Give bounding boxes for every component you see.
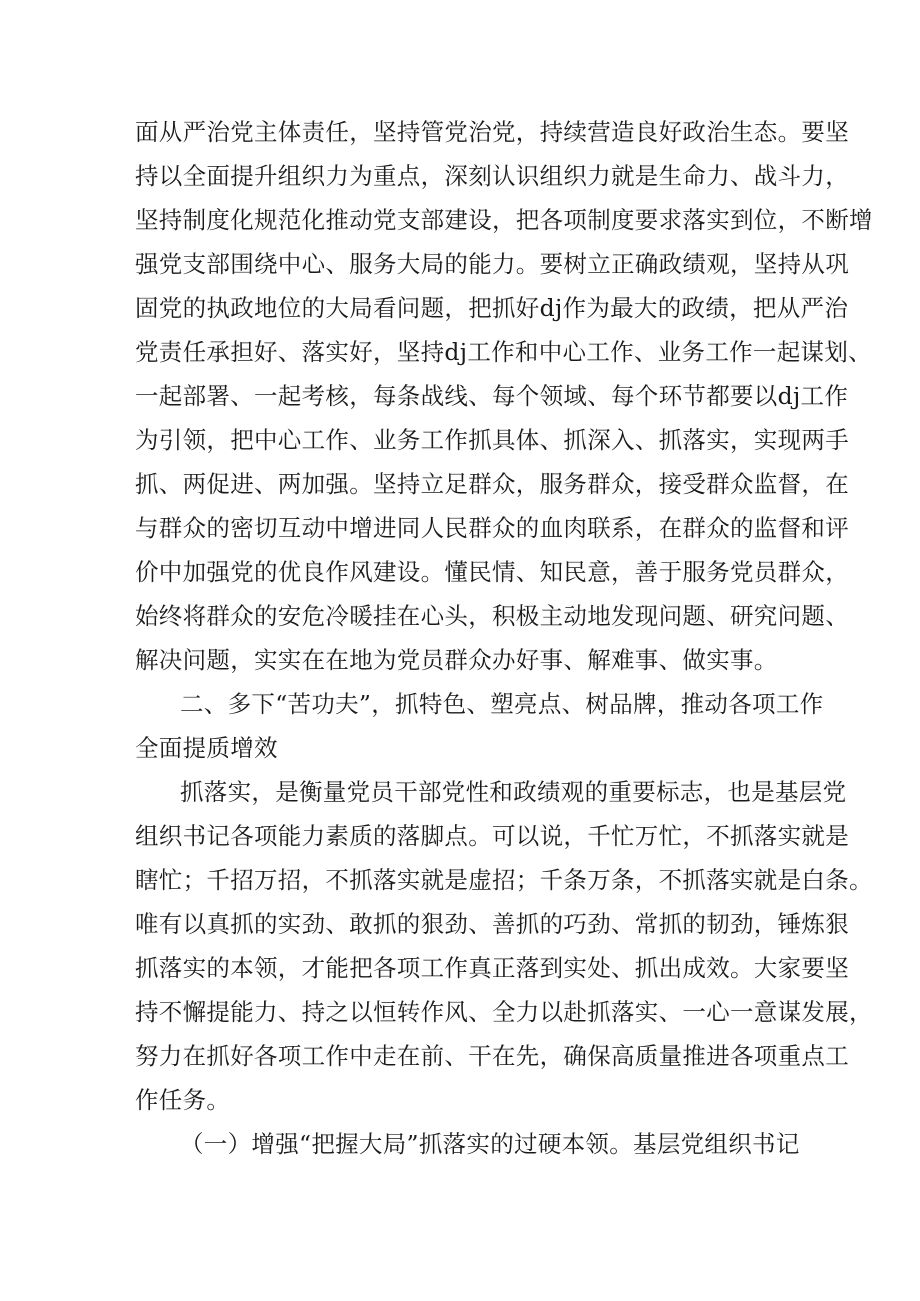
text-line: 持不懈提能力、持之以恒转作风、全力以赴抓落实、一心一意谋发展， — [135, 998, 873, 1026]
text-line: 组织书记各项能力素质的落脚点。可以说，千忙万忙，不抓落实就是 — [135, 822, 849, 850]
section-heading: 二、多下“苦功夫”，抓特色、塑亮点、树品牌，推动各项工作 — [180, 690, 824, 718]
text-line: 始终将群众的安危冷暖挂在心头，积极主动地发现问题、研究问题、 — [135, 602, 849, 630]
text-line: 与群众的密切互动中增进同人民群众的血肉联系，在群众的监督和评 — [135, 514, 849, 542]
text-line: 瞎忙；千招万招，不抓落实就是虚招；千条万条，不抓落实就是白条。 — [135, 866, 873, 894]
text-line: 为引领，把中心工作、业务工作抓具体、抓深入、抓落实，实现两手 — [135, 426, 849, 454]
text-line: 固党的执政地位的大局看问题，把抓好dj作为最大的政绩，把从严治 — [135, 294, 849, 322]
paragraph-first-line: 抓落实，是衡量党员干部党性和政绩观的重要标志，也是基层党 — [180, 778, 847, 806]
text-line: 持以全面提升组织力为重点，深刻认识组织力就是生命力、战斗力， — [135, 162, 849, 190]
text-line: 强党支部围绕中心、服务大局的能力。要树立正确政绩观，坚持从巩 — [135, 250, 849, 278]
text-line: 抓、两促进、两加强。坚持立足群众，服务群众，接受群众监督，在 — [135, 470, 849, 498]
text-line: 努力在抓好各项工作中走在前、干在先，确保高质量推进各项重点工 — [135, 1042, 849, 1070]
text-line: 面从严治党主体责任，坚持管党治党，持续营造良好政治生态。要坚 — [135, 118, 849, 146]
section-heading-continued: 全面提质增效 — [135, 734, 278, 762]
text-line: 解决问题，实实在在地为党员群众办好事、解难事、做实事。 — [135, 646, 778, 674]
text-line: 唯有以真抓的实劲、敢抓的狠劲、善抓的巧劲、常抓的韧劲，锤炼狠 — [135, 910, 849, 938]
text-line: 党责任承担好、落实好，坚持dj工作和中心工作、业务工作一起谋划、 — [135, 338, 872, 366]
text-line: 一起部署、一起考核，每条战线、每个领域、每个环节都要以dj工作 — [135, 382, 849, 410]
text-line: 作任务。 — [135, 1086, 231, 1114]
subsection-heading: （一）增强“把握大局”抓落实的过硬本领。基层党组织书记 — [180, 1130, 800, 1158]
text-line: 坚持制度化规范化推动党支部建设，把各项制度要求落实到位，不断增 — [135, 206, 873, 234]
text-line: 价中加强党的优良作风建设。懂民情、知民意，善于服务党员群众， — [135, 558, 849, 586]
text-line: 抓落实的本领，才能把各项工作真正落到实处、抓出成效。大家要坚 — [135, 954, 849, 982]
